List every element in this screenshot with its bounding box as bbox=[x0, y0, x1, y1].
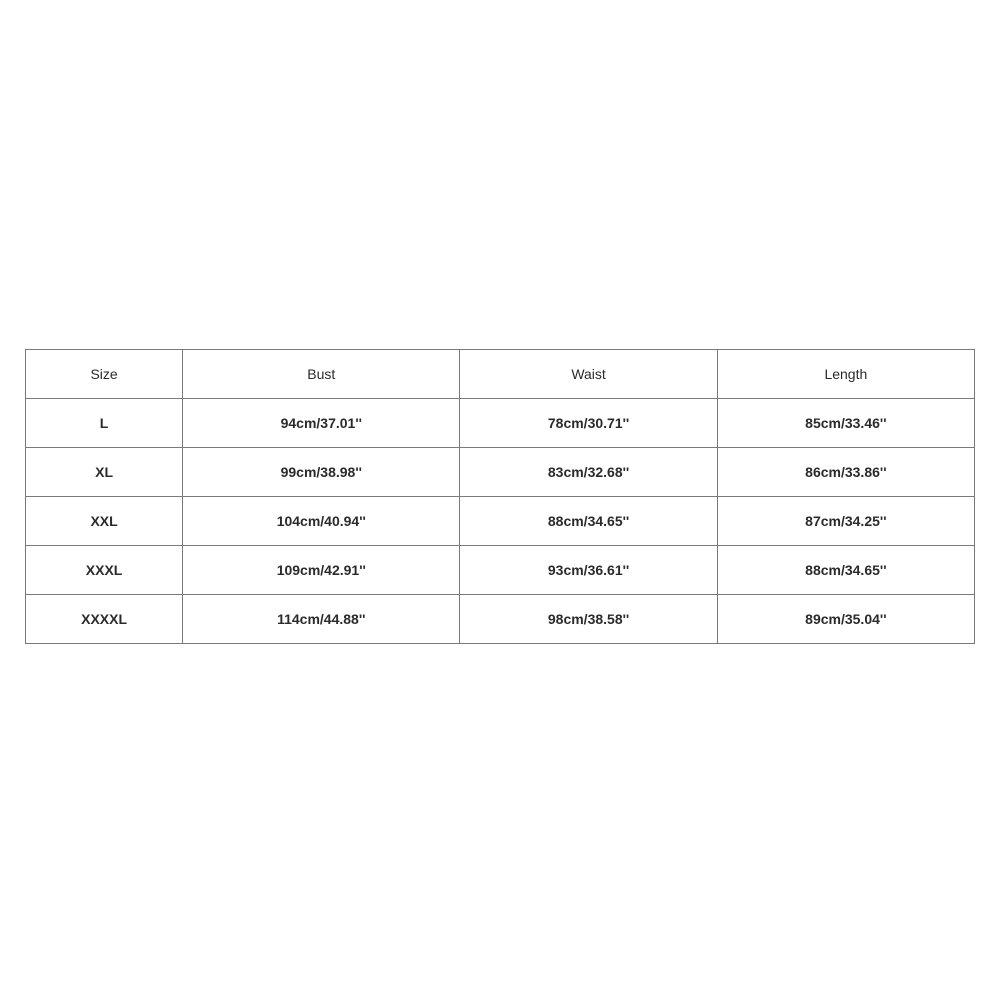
size-cell: XL bbox=[26, 448, 183, 497]
length-cell: 87cm/34.25'' bbox=[717, 497, 974, 546]
table-body bbox=[26, 399, 975, 644]
size-cell: XXXL bbox=[26, 546, 183, 595]
size-cell: L bbox=[26, 399, 183, 448]
waist-cell: 78cm/30.71'' bbox=[460, 399, 717, 448]
length-cell: 86cm/33.86'' bbox=[717, 448, 974, 497]
waist-cell: 83cm/32.68'' bbox=[460, 448, 717, 497]
bust-cell: 109cm/42.91'' bbox=[183, 546, 460, 595]
waist-cell: 93cm/36.61'' bbox=[460, 546, 717, 595]
header-waist: Waist bbox=[460, 350, 717, 399]
size-chart-table bbox=[25, 349, 975, 644]
table-row bbox=[26, 546, 975, 595]
bust-cell: 114cm/44.88'' bbox=[183, 595, 460, 644]
table-row bbox=[26, 497, 975, 546]
table-row bbox=[26, 399, 975, 448]
table-header bbox=[26, 350, 975, 399]
header-size: Size bbox=[26, 350, 183, 399]
table-row bbox=[26, 448, 975, 497]
size-cell: XXXXL bbox=[26, 595, 183, 644]
header-bust: Bust bbox=[183, 350, 460, 399]
bust-cell: 99cm/38.98'' bbox=[183, 448, 460, 497]
table-row bbox=[26, 595, 975, 644]
header-length: Length bbox=[717, 350, 974, 399]
length-cell: 85cm/33.46'' bbox=[717, 399, 974, 448]
waist-cell: 88cm/34.65'' bbox=[460, 497, 717, 546]
length-cell: 89cm/35.04'' bbox=[717, 595, 974, 644]
bust-cell: 94cm/37.01'' bbox=[183, 399, 460, 448]
header-row bbox=[26, 350, 975, 399]
bust-cell: 104cm/40.94'' bbox=[183, 497, 460, 546]
length-cell: 88cm/34.65'' bbox=[717, 546, 974, 595]
waist-cell: 98cm/38.58'' bbox=[460, 595, 717, 644]
size-cell: XXL bbox=[26, 497, 183, 546]
